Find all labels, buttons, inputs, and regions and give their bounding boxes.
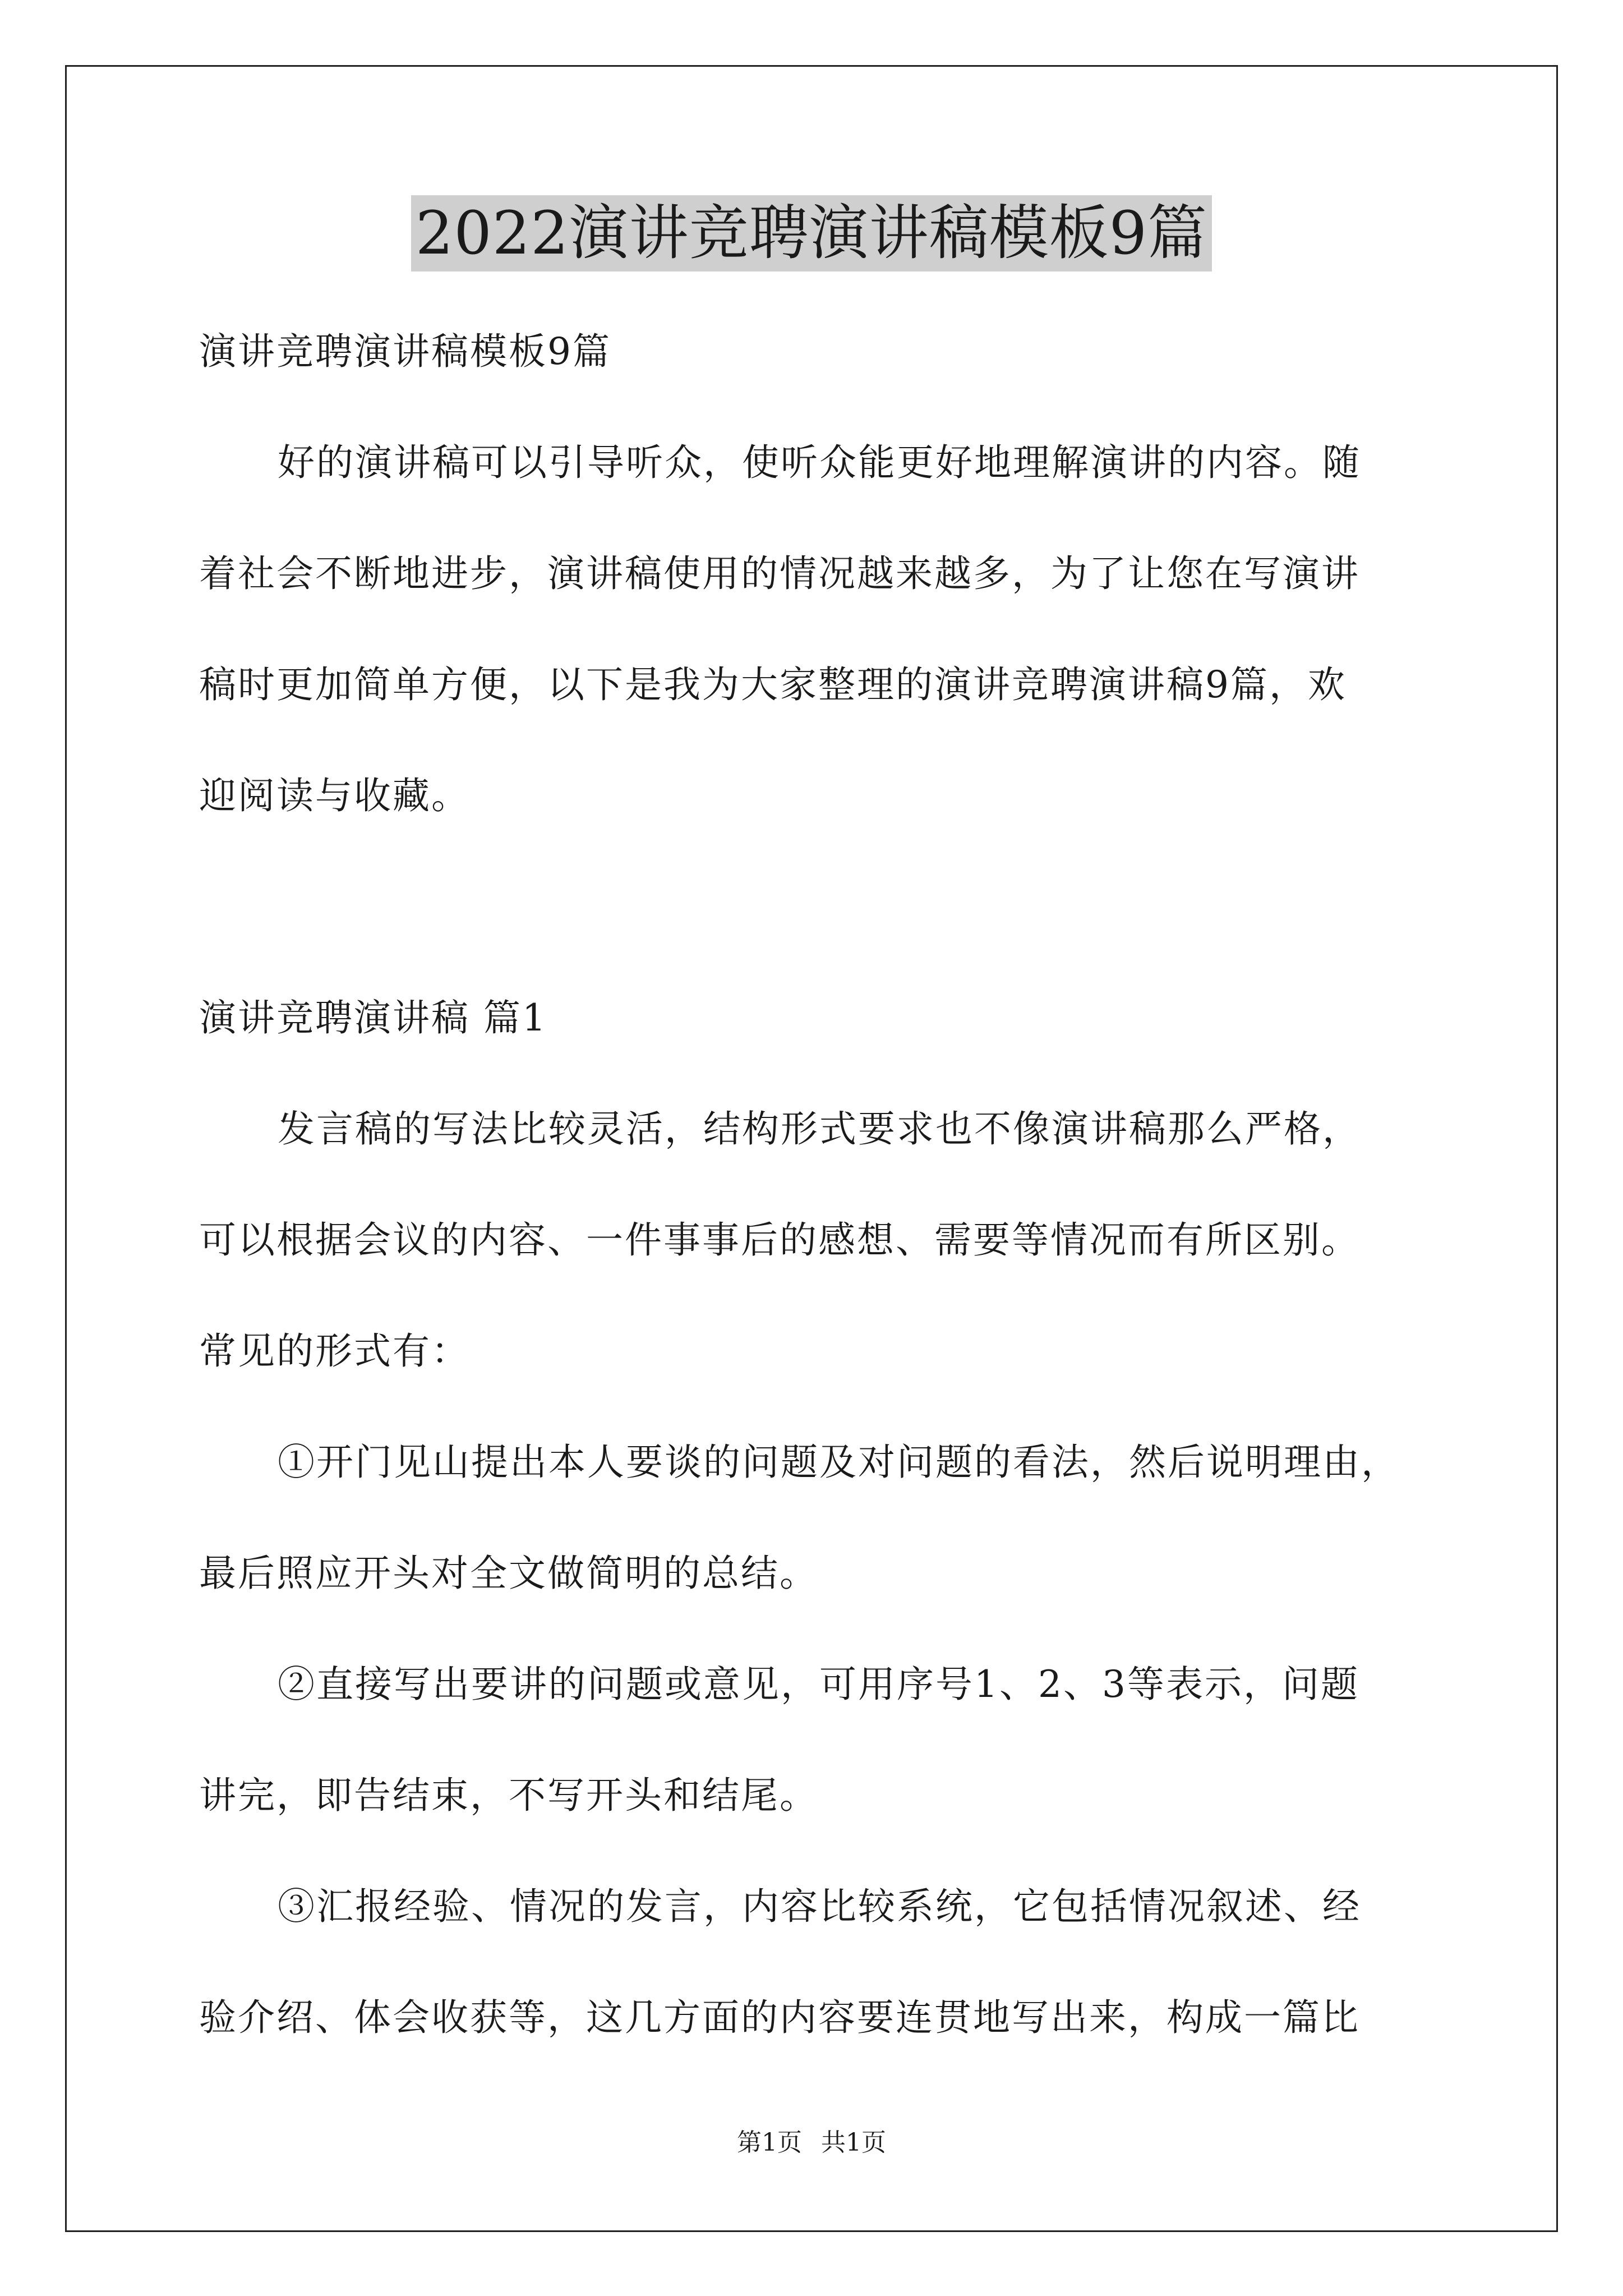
intro-line: 好的演讲稿可以引导听众，使听众能更好地理解演讲的内容。随 [278,441,1361,484]
intro-line: 着社会不断地进步，演讲稿使用的情况越来越多，为了让您在写演讲 [199,552,1360,595]
body-line: ③汇报经验、情况的发言，内容比较系统，它包括情况叙述、经 [278,1885,1361,1928]
body-line: 常见的形式有： [199,1329,470,1373]
body-line: 讲完，即告结束，不写开头和结尾。 [199,1774,818,1817]
body-line: 发言稿的写法比较灵活，结构形式要求也不像演讲稿那么严格， [278,1107,1361,1151]
intro-line: 迎阅读与收藏。 [199,774,470,817]
page-footer [0,2126,1623,2160]
body-line: 验介绍、体会收获等，这几方面的内容要连贯地写出来，构成一篇比 [199,1996,1360,2039]
page-number-current: 第1页 [737,2128,802,2157]
body-line: ①开门见山提出本人要谈的问题及对问题的看法，然后说明理由， [278,1441,1400,1484]
body-line: 最后照应开头对全文做简明的总结。 [199,1552,818,1595]
document-title: 2022演讲竞聘演讲稿模板9篇 [411,195,1212,272]
title-wrap [0,195,1623,272]
document-subtitle: 演讲竞聘演讲稿模板9篇 [199,330,611,373]
intro-line: 稿时更加简单方便，以下是我为大家整理的演讲竞聘演讲稿9篇，欢 [199,663,1347,706]
document-body [199,296,1450,2073]
section-heading: 演讲竞聘演讲稿 篇1 [199,996,547,1039]
body-line: ②直接写出要讲的问题或意见，可用序号1、2、3等表示，问题 [278,1663,1359,1706]
page-number-total: 共1页 [821,2128,886,2157]
paragraph-gap [199,852,1450,963]
body-line: 可以根据会议的内容、一件事事后的感想、需要等情况而有所区别。 [199,1218,1360,1262]
